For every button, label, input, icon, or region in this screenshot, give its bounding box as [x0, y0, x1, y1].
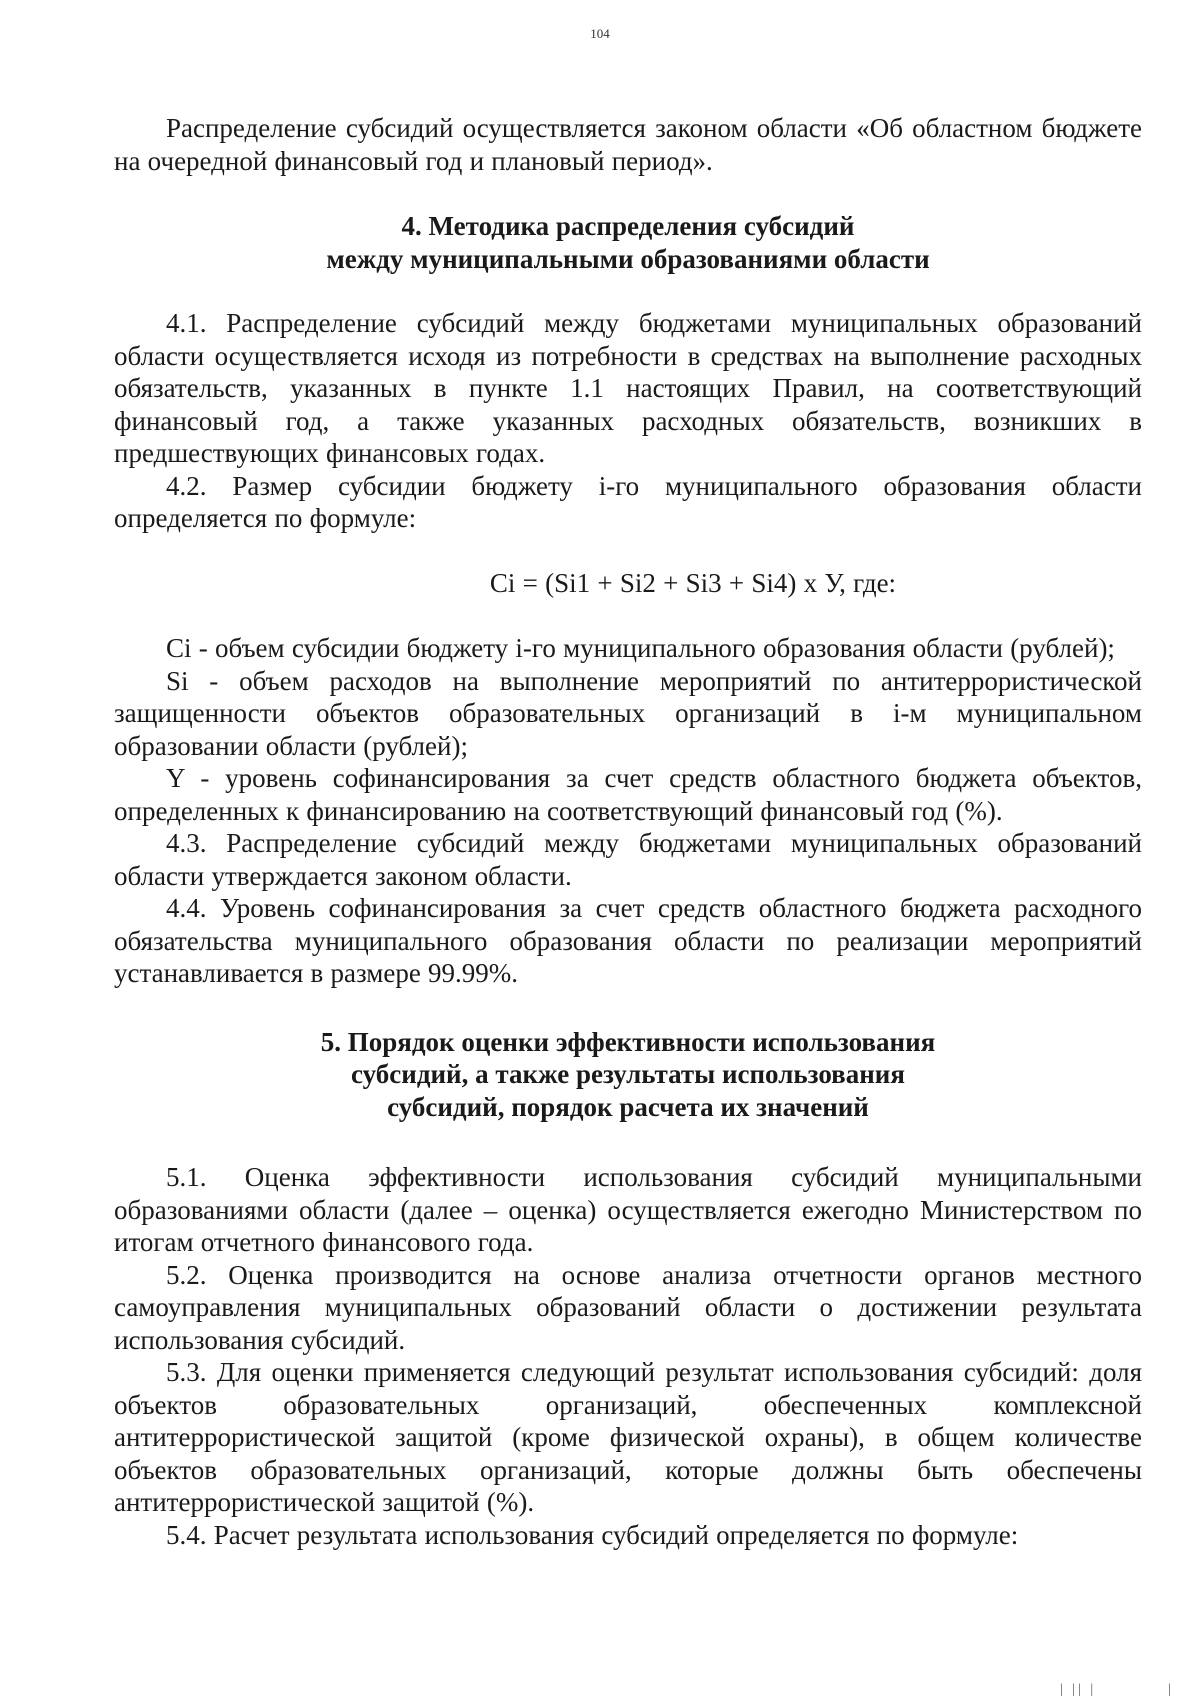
intro-paragraph: Распределение субсидий осуществляется законом области «Об областном бюджете на очередной финансовый год и плановый период». [114, 113, 1142, 176]
paragraph-5-1: 5.1. Оценка эффективности использования субсидий муниципальными образованиями области (далее – оценка) осуществляется ежегодно Министерством по итогам отчетного финансового года. [114, 1162, 1142, 1257]
paragraph-5-4: 5.4. Расчет результата использования субсидий определяется по формуле: [166, 1519, 1019, 1550]
paragraph-5-3: 5.3. Для оценки применяется следующий результат использования субсидий: доля объектов образовательных организаций, обеспеченных комплексной антитеррористической защитой (кроме физической охраны), в общем количестве объектов образовательных организаций, которые должны быть обеспечены антитеррористической защитой (%). [114, 1357, 1142, 1517]
section-5-title-line-3: субсидий, порядок расчета их значений [387, 1091, 869, 1122]
definition-ci: Ci - объем субсидии бюджету i-го муниципального образования области (рублей); [166, 633, 1115, 663]
paragraph-4-1: 4.1. Распределение субсидий между бюджетами муниципальных образований области осуществляется исходя из потребности в средствах на выполнение расходных обязательств, указанных в пункте 1.1 настоящих Правил, на соответствующий финансовый год, а также указанных расходных обязательств, возникших в предшествующих финансовых годах. [114, 308, 1142, 468]
section-4-heading [114, 210, 1142, 275]
scan-marks: | || | [1060, 1682, 1097, 1697]
section-5-heading [114, 1026, 1142, 1124]
subsidy-formula: Ci = (Si1 + Si2 + Si3 + Si4) x У, где: [489, 567, 897, 598]
page-number: 104 [590, 26, 610, 41]
paragraph-4-4: 4.4. Уровень софинансирования за счет средств областного бюджета расходного обязательства муниципального образования области по реализации мероприятий устанавливается в размере 99.99%. [114, 893, 1142, 988]
section-4-title-line-2: между муниципальными образованиями области [326, 243, 930, 274]
section-4-title-line-1: 4. Методика распределения субсидий [401, 211, 855, 241]
scan-mark-right: | [1168, 1682, 1171, 1697]
document-body [114, 112, 1142, 1551]
section-5-title-line-2: субсидий, а также результаты использования [351, 1059, 905, 1089]
paragraph-4-2: 4.2. Размер субсидии бюджету i-го муниципального образования области определяется по формуле: [114, 470, 1142, 533]
definition-si: Si - объем расходов на выполнение мероприятий по антитеррористической защищенности объектов образовательных организаций в i-м муниципальном образовании области (рублей); [114, 665, 1142, 761]
paragraph-5-2: 5.2. Оценка производится на основе анализа отчетности органов местного самоуправления муниципальных образований области о достижении результата использования субсидий. [114, 1259, 1142, 1355]
definition-y: Y - уровень софинансирования за счет средств областного бюджета объектов, определенных к финансированию на соответствующий финансовый год (%). [114, 763, 1142, 826]
section-5-title-line-1: 5. Порядок оценки эффективности использования [320, 1026, 936, 1057]
paragraph-4-3: 4.3. Распределение субсидий между бюджетами муниципальных образований области утверждается законом области. [114, 828, 1142, 891]
